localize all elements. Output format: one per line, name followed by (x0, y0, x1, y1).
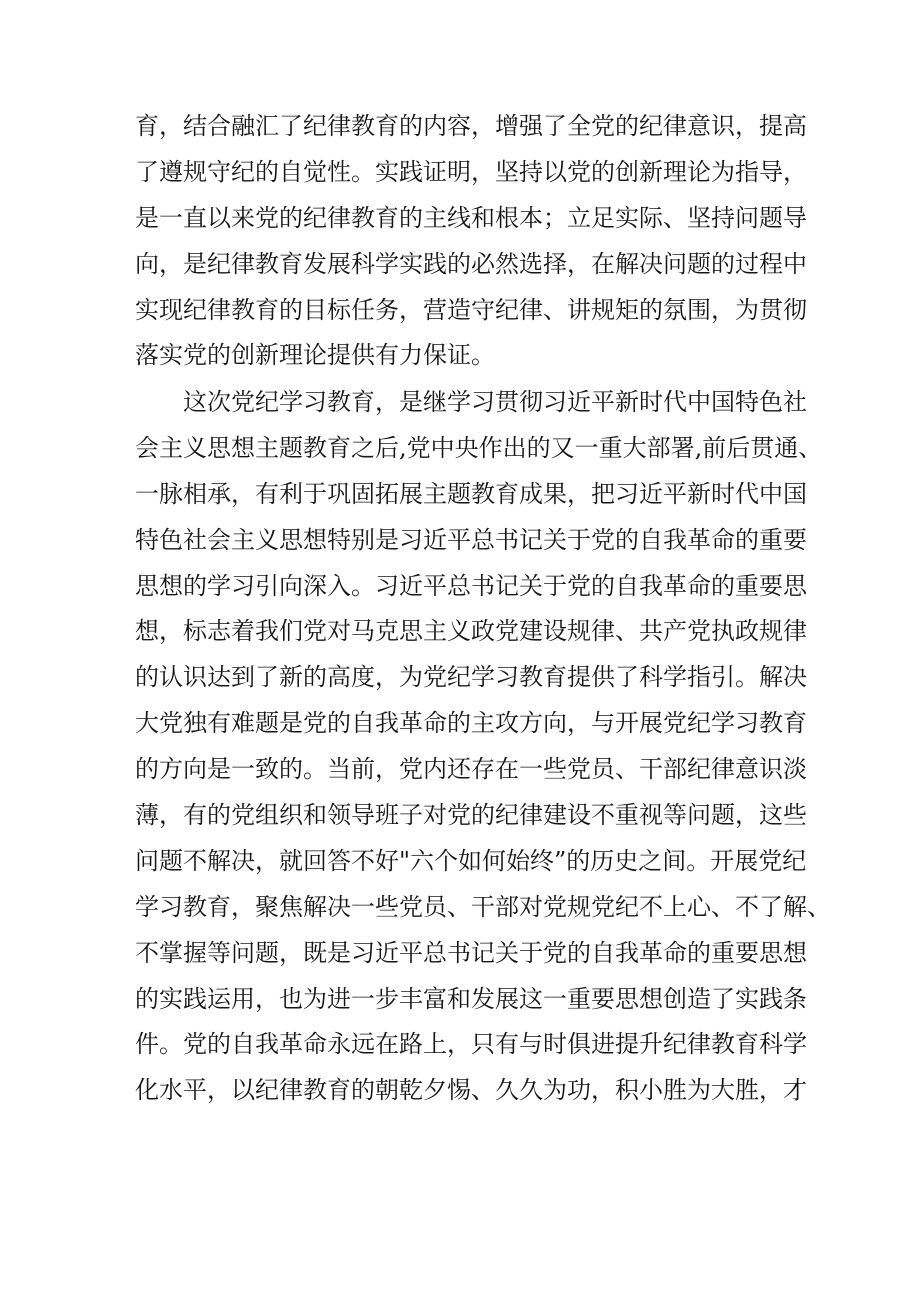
text-line: 了遵规守纪的自觉性。实践证明，坚持以党的创新理论为指导， (135, 157, 807, 186)
text-line: 件。党的自我革命永远在路上，只有与时俱进提升纪律教育科学 (135, 1030, 807, 1059)
text-line: 实现纪律教育的目标任务，营造守纪律、讲规矩的氛围，为贯彻 (135, 295, 807, 324)
text-line: 这次党纪学习教育，是继学习贯彻习近平新时代中国特色社 (183, 388, 807, 416)
paragraph-1 (135, 104, 805, 379)
text-line: 不掌握等问题，既是习近平总书记关于党的自我革命的重要思想 (135, 938, 807, 967)
text-line: 向，是纪律教育发展科学实践的必然选择，在解决问题的过程中 (135, 249, 807, 278)
text-line: 思想的学习引向深入。习近平总书记关于党的自我革命的重要思 (135, 571, 807, 600)
text-line: 问题不解决，就回答不好"六个如何始终”的历史之间。开展党纪 (135, 846, 807, 875)
text-line: 大党独有难题是党的自我革命的主攻方向，与开展党纪学习教育 (135, 709, 807, 738)
text-line: 薄，有的党组织和领导班子对党的纪律建设不重视等问题，这些 (135, 801, 807, 830)
text-line: 落实党的创新理论提供有力保证。 (135, 341, 495, 370)
text-line: 一脉相承，有利于巩固拓展主题教育成果，把习近平新时代中国 (135, 479, 807, 508)
text-line: 的认识达到了新的高度，为党纪学习教育提供了科学指引。解决 (135, 663, 807, 692)
paragraph-2 (135, 380, 831, 1114)
text-line: 学习教育，聚焦解决一些党员、干部对党规党纪不上心、不了解、 (135, 892, 831, 921)
text-line: 的方向是一致的。当前，党内还存在一些党员、干部纪律意识淡 (135, 755, 807, 784)
text-line: 会主义思想主题教育之后,党中央作出的又一重大部署,前后贯通、 (135, 433, 823, 462)
text-line: 是一直以来党的纪律教育的主线和根本；立足实际、坚持问题导 (135, 203, 807, 232)
text-line: 想，标志着我们党对马克思主义政党建设规律、共产党执政规律 (135, 617, 807, 646)
text-line: 特色社会主义思想特别是习近平总书记关于党的自我革命的重要 (135, 525, 807, 554)
text-line: 化水平，以纪律教育的朝乾夕惕、久久为功，积小胜为大胜，才 (135, 1076, 807, 1105)
text-line: 育，结合融汇了纪律教育的内容，增强了全党的纪律意识，提高 (135, 112, 807, 140)
text-line: 的实践运用，也为进一步丰富和发展这一重要思想创造了实践条 (135, 984, 807, 1013)
